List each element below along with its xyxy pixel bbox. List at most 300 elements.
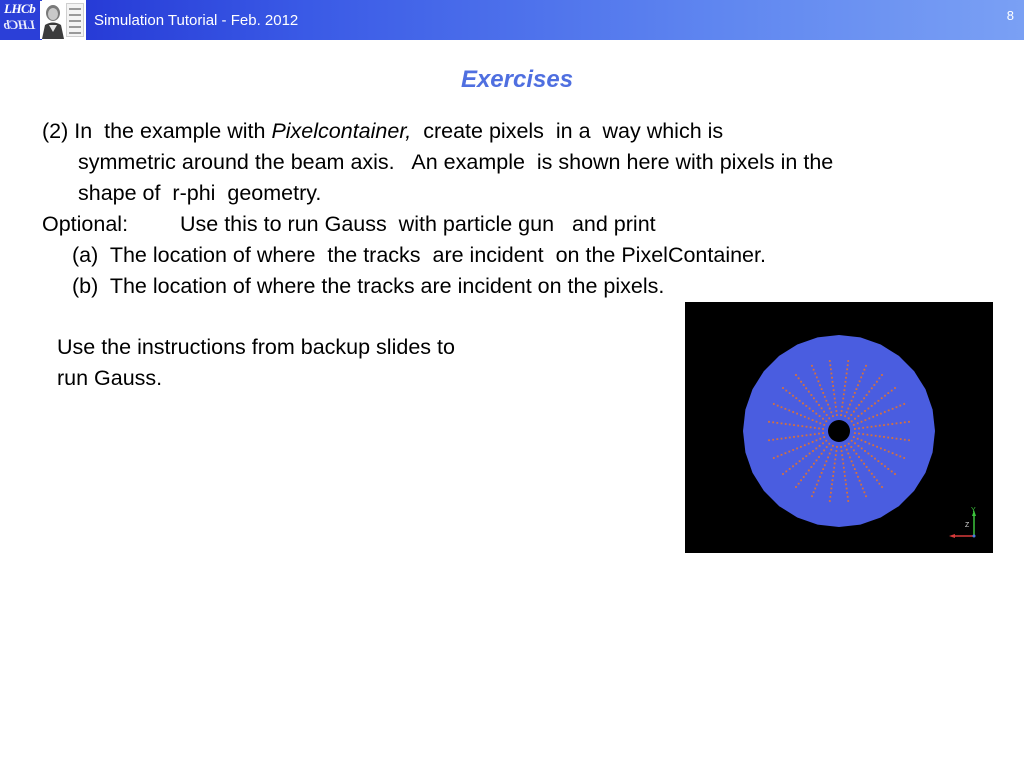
header-title: Simulation Tutorial - Feb. 2012 <box>94 12 299 29</box>
pixel-cell <box>792 465 794 467</box>
pixel-cell <box>847 364 849 366</box>
pixel-cell <box>785 452 787 454</box>
pixel-cell <box>904 421 906 423</box>
pixel-cell <box>804 444 806 446</box>
pixel-cell <box>826 400 828 402</box>
pixel-cell <box>847 360 849 362</box>
pixel-cell <box>884 395 886 397</box>
pixel-cell <box>801 435 803 437</box>
pixel-cell <box>795 486 797 488</box>
pixel-cell <box>854 468 856 470</box>
pixel-cell <box>884 449 886 451</box>
pixel-cell <box>876 381 878 383</box>
pixel-cell <box>896 423 898 425</box>
pixel-cell <box>832 381 834 383</box>
pixel-cell <box>819 422 821 424</box>
pixel-cell <box>875 425 877 427</box>
item-2-line-1 <box>42 116 723 147</box>
pixel-cell <box>841 406 843 408</box>
pixel-cell <box>866 394 868 396</box>
pixel-cell <box>818 480 820 482</box>
pixel-cell <box>861 401 863 403</box>
pixel-cell <box>776 422 778 424</box>
pixel-cell <box>792 449 794 451</box>
document-thumbnail-icon <box>66 3 84 37</box>
pixel-cell <box>828 443 830 445</box>
pixel-cell <box>847 408 849 410</box>
pixel-cell <box>854 418 856 420</box>
pixel-cell <box>832 415 834 417</box>
pixel-cell <box>830 368 832 370</box>
pixel-cell <box>892 408 894 410</box>
pixel-cell <box>830 492 832 494</box>
pixel-cell <box>813 491 815 493</box>
pixel-cell <box>856 472 858 474</box>
pixel-cell <box>845 377 847 379</box>
pixel-cell <box>834 463 836 465</box>
pixel-cell <box>772 439 774 441</box>
pixel-cell <box>868 443 870 445</box>
pixel-cell <box>845 381 847 383</box>
pixel-cell <box>777 456 779 458</box>
pixel-cell <box>844 415 846 417</box>
pixel-cell <box>874 403 876 405</box>
pixel-cell <box>846 368 848 370</box>
pixel-cell <box>813 369 815 371</box>
pixel-cell <box>847 453 849 455</box>
pixel-cell <box>859 480 861 482</box>
pixel-cell <box>866 466 868 468</box>
pixel-cell <box>819 476 821 478</box>
pixel-cell <box>861 439 863 441</box>
pixel-cell <box>871 434 873 436</box>
pixel-cell <box>858 433 860 435</box>
pixel-cell <box>785 437 787 439</box>
pixel-cell <box>846 373 848 375</box>
pixel-cell <box>827 457 829 459</box>
pixel-cell <box>834 398 836 400</box>
pixel-cell <box>865 441 867 443</box>
pixel-cell <box>792 395 794 397</box>
pixel-cell <box>835 406 837 408</box>
pixel-cell <box>856 407 858 409</box>
pixel-cell <box>823 411 825 413</box>
pixel-cell <box>829 500 831 502</box>
pixel-cell <box>900 438 902 440</box>
pixel-cell <box>860 484 862 486</box>
pixel-cell <box>879 483 881 485</box>
pixel-cell <box>832 475 834 477</box>
pixel-cell <box>844 471 846 473</box>
pixel-cell <box>810 426 812 428</box>
pixel-cell <box>789 437 791 439</box>
lhcb-logo-text-mirrored: LHCb <box>4 17 36 32</box>
pixel-cell <box>868 391 870 393</box>
pixel-cell <box>876 479 878 481</box>
pixel-cell <box>875 435 877 437</box>
pixel-cell <box>884 465 886 467</box>
pixel-cell <box>844 389 846 391</box>
pixel-cell <box>832 479 834 481</box>
pixel-cell <box>785 471 787 473</box>
pixel-cell <box>864 410 866 412</box>
pixel-cell <box>858 445 860 447</box>
pixel-cell <box>861 460 863 462</box>
page-number: 8 <box>1006 8 1014 23</box>
pixel-cell <box>879 436 881 438</box>
pixel-cell <box>831 373 833 375</box>
pixel-cell <box>891 471 893 473</box>
pixel-cell <box>896 438 898 440</box>
item-2-line-1-rest: create pixels in a way which is <box>411 119 724 143</box>
pixel-cell <box>873 476 875 478</box>
pixel-cell <box>887 468 889 470</box>
pixel-cell <box>841 454 843 456</box>
pixel-cell <box>868 408 870 410</box>
pixel-cell <box>818 433 820 435</box>
pixel-cell <box>822 428 824 430</box>
pixel-cell <box>843 393 845 395</box>
pixel-cell <box>792 411 794 413</box>
pixel-cell <box>819 415 821 417</box>
pixel-cell <box>859 380 861 382</box>
pixel-cell <box>863 397 865 399</box>
pixel-cell <box>852 396 854 398</box>
pixel-cell <box>858 415 860 417</box>
pixel-cell <box>781 438 783 440</box>
pixel-cell <box>772 421 774 423</box>
pixel-cell <box>835 454 837 456</box>
pixel-cell <box>832 445 834 447</box>
pixel-cell <box>883 436 885 438</box>
pixel-cell <box>824 464 826 466</box>
pixel-cell <box>861 413 863 415</box>
pixel-cell <box>868 418 870 420</box>
pixel-cell <box>846 488 848 490</box>
pixel-cell <box>826 446 828 448</box>
pixel-cell <box>818 428 820 430</box>
pixel-cell <box>865 495 867 497</box>
pixel-cell <box>809 408 811 410</box>
pixel-cell <box>829 453 831 455</box>
pixel-cell <box>854 442 856 444</box>
pixel-cell <box>821 407 823 409</box>
pixel-cell <box>881 486 883 488</box>
pixel-cell <box>826 414 828 416</box>
pixel-cell <box>819 384 821 386</box>
pixel-cell <box>801 425 803 427</box>
pixel-cell <box>904 439 906 441</box>
pixel-cell <box>816 377 818 379</box>
pixel-cell <box>888 451 890 453</box>
pixel-cell <box>776 438 778 440</box>
pixel-cell <box>846 449 848 451</box>
pixel-cell <box>876 414 878 416</box>
pixel-cell <box>768 439 770 441</box>
pixel-cell <box>903 403 905 405</box>
pixel-cell <box>816 460 818 462</box>
pixel-cell <box>881 374 883 376</box>
pixel-cell <box>854 432 856 434</box>
rphi-pixel-disk-image <box>685 302 993 553</box>
pixel-cell <box>813 463 815 465</box>
pixel-cell <box>878 460 880 462</box>
pixel-cell <box>846 492 848 494</box>
pixel-cell <box>822 442 824 444</box>
pixel-cell <box>773 457 775 459</box>
pixel-cell <box>853 424 855 426</box>
pixel-cell <box>862 427 864 429</box>
pixel-cell <box>800 446 802 448</box>
logo-block <box>0 0 86 40</box>
pixel-cell <box>900 422 902 424</box>
optional-text: Use this to run Gauss with particle gun and print <box>180 212 656 236</box>
pixel-cell <box>865 365 867 367</box>
pixel-cell <box>867 434 869 436</box>
pixel-cell <box>858 456 860 458</box>
pixel-cell <box>841 410 843 412</box>
pixel-cell <box>856 388 858 390</box>
pixel-cell <box>831 483 833 485</box>
pixel-cell <box>857 422 859 424</box>
pixel-cell <box>844 475 846 477</box>
pixel-cell <box>840 414 842 416</box>
pixel-cell <box>796 448 798 450</box>
pixel-cell <box>899 456 901 458</box>
sub-item-b: (b) The location of where the tracks are incident on the pixels. <box>72 274 665 298</box>
pixel-cell <box>843 467 845 469</box>
item-2-line-3: shape of r-phi geometry. <box>78 181 322 205</box>
pixel-cell <box>825 420 827 422</box>
pixel-cell <box>857 438 859 440</box>
pixel-cell <box>879 377 881 379</box>
pixel-cell <box>782 473 784 475</box>
pixel-cell <box>826 460 828 462</box>
pixel-cell <box>814 433 816 435</box>
pixel-cell <box>836 446 838 448</box>
pixel-cell <box>887 437 889 439</box>
pixel-cell <box>781 423 783 425</box>
pixel-cell <box>857 476 859 478</box>
pixel-cell <box>818 456 820 458</box>
pixel-cell <box>874 458 876 460</box>
pixel-cell <box>819 445 821 447</box>
pixel-cell <box>796 413 798 415</box>
pixel-cell <box>815 413 817 415</box>
pixel-cell <box>856 453 858 455</box>
pixel-cell <box>846 411 848 413</box>
pixel-cell <box>811 365 813 367</box>
pixel-cell <box>805 405 807 407</box>
pixel-cell <box>848 417 850 419</box>
pixel-cell <box>812 441 814 443</box>
pixel-cell <box>894 473 896 475</box>
pixel-cell <box>806 434 808 436</box>
pixel-cell <box>827 404 829 406</box>
pixel-cell <box>842 402 844 404</box>
pixel-cell <box>836 410 838 412</box>
rphi-pixel-disk-render <box>685 302 993 553</box>
pixel-cell <box>789 468 791 470</box>
item-2-prefix: (2) In the example with <box>42 119 272 143</box>
pixel-cell <box>879 425 881 427</box>
pixel-cell <box>833 389 835 391</box>
pixel-cell <box>848 443 850 445</box>
pixel-cell <box>868 470 870 472</box>
pixel-cell <box>844 445 846 447</box>
pixel-cell <box>805 473 807 475</box>
pixel-cell <box>822 468 824 470</box>
pixel-cell <box>811 466 813 468</box>
pixel-cell <box>908 439 910 441</box>
pixel-cell <box>812 419 814 421</box>
pixel-cell <box>908 421 910 423</box>
pixel-cell <box>795 374 797 376</box>
pixel-cell <box>871 473 873 475</box>
pixel-cell <box>797 425 799 427</box>
pixel-cell <box>797 436 799 438</box>
pixel-cell <box>850 446 852 448</box>
pixel-cell <box>793 424 795 426</box>
pixel-cell <box>884 411 886 413</box>
pixel-cell <box>834 402 836 404</box>
pixel-cell <box>880 413 882 415</box>
pixel-cell <box>800 381 802 383</box>
pixel-cell <box>802 458 804 460</box>
pixel-cell <box>788 410 790 412</box>
pixel-cell <box>800 479 802 481</box>
pixel-cell <box>849 457 851 459</box>
beam-hole <box>828 420 850 442</box>
sub-item-a: (a) The location of where the tracks are incident on the PixelContainer. <box>72 243 766 267</box>
pixel-cell <box>832 385 834 387</box>
pixel-cell <box>876 446 878 448</box>
pixel-cell <box>768 421 770 423</box>
pixel-cell <box>852 464 854 466</box>
lhcb-logo <box>0 0 42 40</box>
pixel-cell <box>831 488 833 490</box>
pixel-cell <box>864 450 866 452</box>
pixel-cell <box>834 459 836 461</box>
pixel-cell <box>887 424 889 426</box>
pixel-cell <box>873 384 875 386</box>
pixel-cell <box>888 410 890 412</box>
pixel-cell <box>847 496 849 498</box>
pixel-cell <box>842 398 844 400</box>
pixel-cell <box>862 373 864 375</box>
pixel-cell <box>818 380 820 382</box>
pixel-cell <box>815 448 817 450</box>
pixel-cell <box>845 479 847 481</box>
pixel-cell <box>851 420 853 422</box>
pixel-cell <box>782 387 784 389</box>
pixel-cell <box>861 421 863 423</box>
pixel-cell <box>789 424 791 426</box>
pixel-cell <box>808 418 810 420</box>
pixel-cell <box>798 377 800 379</box>
pixel-cell <box>858 404 860 406</box>
pixel-cell <box>871 455 873 457</box>
pixel-cell <box>871 405 873 407</box>
pixel-cell <box>863 463 865 465</box>
pixel-cell <box>867 426 869 428</box>
pixel-cell <box>854 428 856 430</box>
pixel-cell <box>814 427 816 429</box>
pixel-cell <box>862 433 864 435</box>
pixel-cell <box>836 450 838 452</box>
axis-y-label: Y <box>971 507 976 514</box>
pixel-cell <box>819 438 821 440</box>
pixel-cell <box>818 404 820 406</box>
pixel-cell <box>802 403 804 405</box>
pixel-cell <box>823 424 825 426</box>
pixel-cell <box>830 411 832 413</box>
pixel-cell <box>799 400 801 402</box>
pixel-cell <box>825 440 827 442</box>
pixel-cell <box>871 426 873 428</box>
pixel-cell <box>785 423 787 425</box>
pixel-cell <box>822 392 824 394</box>
pixel-cell <box>862 488 864 490</box>
item-2-emphasis: Pixelcontainer, <box>271 119 412 143</box>
pixel-cell <box>808 391 810 393</box>
portrait-icon <box>40 1 66 39</box>
pixel-cell <box>858 428 860 430</box>
pixel-cell <box>853 450 855 452</box>
pixel-cell <box>847 500 849 502</box>
pixel-cell <box>816 401 818 403</box>
pixel-cell <box>851 460 853 462</box>
pixel-cell <box>781 406 783 408</box>
pixel-cell <box>811 394 813 396</box>
pixel-cell <box>854 392 856 394</box>
pixel-cell <box>844 385 846 387</box>
pixel-cell <box>845 483 847 485</box>
instructions-line-2: run Gauss. <box>57 366 163 390</box>
pixel-cell <box>894 387 896 389</box>
pixel-cell <box>823 450 825 452</box>
pixel-cell <box>892 452 894 454</box>
pixel-cell <box>881 397 883 399</box>
pixel-cell <box>785 390 787 392</box>
lhcb-logo-text: LHCb <box>4 1 36 16</box>
item-2-line-2: symmetric around the beam axis. An example is shown here with pixels in the <box>78 150 834 174</box>
pixel-cell <box>833 471 835 473</box>
pixel-cell <box>789 392 791 394</box>
pixel-cell <box>864 369 866 371</box>
pixel-cell <box>861 448 863 450</box>
pixel-cell <box>829 364 831 366</box>
pixel-cell <box>872 444 874 446</box>
pixel-cell <box>878 400 880 402</box>
pixel-cell <box>851 400 853 402</box>
pixel-cell <box>808 443 810 445</box>
pixel-cell <box>840 446 842 448</box>
pixel-cell <box>864 491 866 493</box>
pixel-cell <box>891 390 893 392</box>
pixel-cell <box>823 436 825 438</box>
pixel-cell <box>800 414 802 416</box>
pixel-cell <box>836 414 838 416</box>
pixel-cell <box>821 453 823 455</box>
pixel-cell <box>881 463 883 465</box>
pixel-cell <box>891 423 893 425</box>
pixel-cell <box>816 439 818 441</box>
pixel-cell <box>793 436 795 438</box>
pixel-cell <box>814 488 816 490</box>
pixel-cell <box>821 388 823 390</box>
pixel-cell <box>860 377 862 379</box>
